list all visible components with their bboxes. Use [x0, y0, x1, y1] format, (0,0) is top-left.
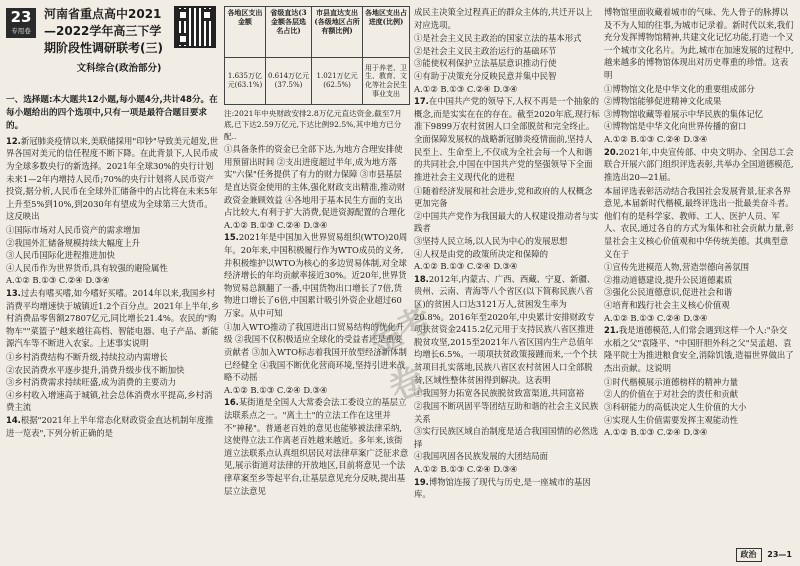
q12-option: ①国际市场对人民币资产的需求增加 — [6, 224, 140, 235]
q15-number: 15. — [224, 232, 239, 243]
q19-answers: A.①② B.①③ C.②④ D.③④ — [604, 134, 708, 145]
question-21 — [604, 324, 794, 374]
q17-option: ②中国共产党作为我国最大的人权建设推动者与实践者 — [414, 210, 599, 234]
q16-stem: 某街道是全国人大常委会法工委设立的基层立法联系点之一。"离土土"的立法工作在这里并不"神秘"。普通老百姓的意见也能够被法律采纳,这使得立法工作离老百姓越来越近。多年来,该街道立法联系点认真组织居民对法律草案广泛征求意见,展示街道对法律的开放地区,目前将意见一个法律草案至乡等起平台,让基层意见充分反映,提出基层立法意见 — [224, 397, 409, 496]
question-15 — [224, 231, 410, 319]
q19-tail: 博物馆里面收藏着城市的气味、先人骨子的脉搏以及不为人知的往事,为城市记录着。新时代以来,我们充分发挥博物馆精神,共建文化记忆功能,打造一个又一个城市文化名片。为此,城市在加速发展的过程中,越来越多的博物馆体现出对历史尊重的珍惜。这表明 — [604, 7, 794, 81]
table-note: 注:2021年中央财政安排2.8万亿元直达资金,截至7月底,已下达2.59万亿元,下达比例92.5%,其中地方已分配.. — [224, 109, 402, 141]
q21-option: ②人的价值在于对社会的责任和贡献 — [604, 389, 738, 400]
column-1 — [6, 6, 220, 558]
q16-option: ③能使权利保护立法基层意识推动行使 — [414, 58, 557, 69]
q20-stem: 2021年,中央宣传部、中央文明办、全国总工会联合开展六部门组织评选表彰,共举办全国道德模范,推选出20—21届。 — [604, 146, 794, 182]
q17-stem: 在中国共产党的领导下,人权不再是一个抽象的概念,而是实实在在的存在。截至2020年底,现行标准下9899万农村贫困人口全部脱贫和完全终止。全面保障发展权的战略新冠肺炎疫情面前,坚持人民至上、生命至上,不仅成为全社会每一个人和谐的共同社会,中国在中国共产党的坚强领导下全面推进社会主义现代化的进程 — [414, 96, 600, 182]
badge-sub: 专用卷 — [11, 27, 31, 35]
q20-body: 本届评选表彰活动结合我国社会发展背景,征求各界意见,本届新时代楷模,最终评选出一批最美奋斗者。他们有的是科学家、教师、工人、医护人员、军人、农民,通过各自的方式为集体和社会贡献力量,彰显社会主义核心价值观和中华传统美德。其典型意义在于 — [604, 185, 794, 259]
question-16 — [224, 396, 410, 497]
q18-answers: A.①② B.①③ C.②④ D.③④ — [414, 463, 518, 474]
table-header-row — [225, 7, 410, 58]
q13-option: ④乡村收入增速高于城镇,社会总体消费水平提高,乡村消费主流 — [6, 389, 213, 413]
q14-answers: A.①② B.①③ C.②④ D.③④ — [224, 219, 328, 230]
q12-option: ③人民币国际化进程推进加快 — [6, 250, 115, 261]
q14-stem: 根据"2021年上半年常态化财政资金直达机制年度推进一览表",下列分析正确的是 — [6, 415, 214, 438]
q18-number: 18. — [414, 273, 429, 284]
q18-option: ③实行民族区域自治制度是适合我国国情的必然选择 — [414, 426, 599, 449]
q18-stem: 2012年,内蒙古、广西、西藏、宁夏、新疆、贵州、云南、青海等八个省区(以下简称民族八省区)的贫困人口达3121万人,贫困发生率为20.8%。2016年至2020年,中央累计安排财政专项扶贫资金2415.2亿元用于支持民族八省区推进脱贫攻坚,2015至2021年八省区国内生产总值年均增长6.5%。一项项扶贫政策接踵而来,一个个扶贫项目扎实落地,民族八省区农村贫困人口全部脱贫,区域性整体贫困得到解决。这表明 — [414, 273, 598, 385]
badge-number: 23 — [10, 8, 32, 26]
table-header-cell: 市县直达支出(各级地区占所有额比例) — [312, 7, 363, 58]
q17-option: ③坚持人民立场,以人民为中心的发展思想 — [414, 235, 568, 246]
q20-option: ②推动道德建设,提升公民道德素质 — [604, 274, 733, 285]
q17-number: 17. — [414, 96, 429, 107]
q17-answers: A.①② B.①③ C.②④ D.③④ — [414, 261, 518, 272]
table-header-cell: 各地区支出金额 — [225, 7, 266, 58]
q21-option: ③科研能力的高低决定人生价值的大小 — [604, 401, 747, 412]
watermark-stamp: 金考卷 — [361, 300, 437, 410]
q19-option: ③博物馆收藏等着展示中华民族的集体记忆 — [604, 108, 764, 119]
q19-option: ②博物馆能够促进精神文化成果 — [604, 96, 722, 107]
q12-number: 12. — [6, 135, 21, 146]
paper-number-badge — [6, 8, 36, 38]
q20-answers: A.①② B.①③ C.②④ D.③④ — [604, 312, 708, 323]
q13-number: 13. — [6, 287, 21, 298]
qr-code-icon — [174, 6, 216, 48]
q13-option: ①乡村消费结构不断升级,持续拉动内需增长 — [6, 352, 168, 363]
q14-options: ①具备条件的资金已全部下达,为地方合理安排使用预留出时间 ②支出进度超过半年,成为地方落实"六保"任务提供了有力的财力保障 ③市县基层是直达资金使用的主体,强化财政支出精准,推动财政资金兼顾效益 ④各地用于基本民生方面的支出占比较大,有利于扩大消费,促进资源配置的合理化 — [224, 144, 406, 218]
q21-option: ①时代楷模展示道德榜样的精神力量 — [604, 376, 738, 387]
question-12 — [6, 135, 220, 223]
q12-option: ②我国外汇储备规模持续大幅度上升 — [6, 237, 140, 248]
question-18 — [414, 273, 600, 386]
column-4 — [604, 6, 794, 558]
q18-option: ①我国努力拓宽各民族脱贫致富渠道,共同富裕 — [414, 388, 585, 399]
q19-option: ④博物馆是中华文化向世界传播的窗口 — [604, 121, 747, 132]
q18-option: ②我国不断巩固平等团结互助和谐的社会主义民族关系 — [414, 400, 599, 424]
footer-page-number: 23—1 — [767, 550, 792, 559]
q12-stem: 新冠肺炎疫情以来,美联储採用"印钞"导致美元超发,世界各国对美元的信任程度不断下降。在此背景下,人民币成为全球多数央行的新选择。2021年全球30%的央行计划未来1—2年内增持人民币;70%的央行计划将人民币资产投资,据分析,人民币在全球外汇储备中的占比将在未来5年上升至5%到10%,到2030年有望成为全球第三大货币。这反映出 — [6, 135, 219, 222]
section-heading: 一、选择题:本大题共12小题,每小题4分,共计48分。在每小题给出的四个选项中,只有一项是最符合题目要求的。 — [6, 95, 218, 131]
q12-answers: A.①② B.①③ C.②④ D.③④ — [6, 275, 110, 286]
column-3 — [414, 6, 600, 558]
page-footer — [736, 548, 793, 562]
q16-option: ④有助于决策充分反映民意并集中民智 — [414, 71, 557, 82]
table-row — [225, 58, 410, 105]
q21-answers: A.①② B.①③ C.②④ D.③④ — [604, 427, 708, 438]
q15-answers: A.①② B.①③ C.②④ D.③④ — [224, 384, 328, 395]
table-cell: 用于养老、卫生、教育、文化等社会民生事业支出 — [363, 58, 410, 105]
footer-subject: 政治 — [736, 548, 762, 562]
q19-stem: 博物馆连接了现代与历史,是一座城市的基因库。 — [414, 476, 591, 500]
q16-tail: 成民主决策全过程真正的群众主体的,共迁开以上对应选项。 — [414, 7, 593, 30]
q16-answers: A.①② B.①③ C.②④ D.③④ — [414, 83, 518, 94]
column-2 — [224, 6, 410, 558]
q18-option: ④我国巩固各民族发展的大团结局面 — [414, 451, 548, 462]
q16-number: 16. — [224, 397, 239, 408]
q19-number: 19. — [414, 476, 429, 487]
q13-stem: 过去有嗜买嗜,如今嗜好买嗜。2014年以来,我国乡村消费平均增速快于城镇近1.2个百分点。2021年上半年,乡村消费品零售额27807亿元,同比增长21.4%。农民的"购物车""菜篮子"越来越往高档、智能电器、电子产品、新能源汽车等不断进入农家。上述事实说明 — [6, 287, 220, 349]
table-cell: 1.021万亿元(62.5%) — [312, 58, 363, 105]
question-13 — [6, 287, 220, 350]
q19-option: ①博物馆文化是中华文化的重要组成部分 — [604, 83, 755, 94]
table-header-cell: 各地区支出占进度(比例) — [363, 7, 410, 58]
subject-title: 文科综合(政治部分) — [76, 63, 162, 74]
question-14 — [6, 414, 220, 439]
q16-option: ②是社会主义民主政治运行的基础环节 — [414, 45, 557, 56]
question-20 — [604, 146, 794, 184]
q13-option: ②农民消费水平逐步提升,消费升级步伐不断加快 — [6, 364, 185, 375]
table-cell: 1.635万亿元(63.1%) — [225, 58, 266, 105]
q12-option: ④人民币作为世界货币,具有较强的避险属性 — [6, 262, 168, 273]
q20-option: ③强化公民道德意识,促进社会和谐 — [604, 287, 733, 298]
table-cell: 0.614万亿元(37.5%) — [265, 58, 311, 105]
q13-option: ③乡村消费需求持续旺盛,成为消费的主要动力 — [6, 377, 177, 388]
q20-option: ①宣传先进模范人物,营造崇德向善氛围 — [604, 262, 750, 273]
q16-option: ①是社会主义民主政治的国家立法的基本形式 — [414, 33, 582, 44]
q17-option: ①随着经济发展和社会进步,党和政府的人权概念更加完备 — [414, 185, 593, 209]
question-17 — [414, 95, 600, 183]
q15-options: ①加入WTO推动了我国进出口贸易结构的优化升级 ②我国不仅积极适应全球化的受益者还是重要贡献者 ③加入WTO标志着我国开放型经济新体制已经健全 ④我国不断优化营商环境,坚持引进来战略不动摇 — [224, 321, 407, 383]
question-19 — [414, 476, 600, 501]
table-header-cell: 省级直达(3金额各层选名占比) — [265, 7, 311, 58]
q21-option: ④实现人生价值需要发挥主观能动性 — [604, 414, 738, 425]
q15-stem: 2021年是中国加入世界贸易组织(WTO)20周年。20年来,中国积极履行作为WTO成员的义务,并积极维护以WTO为核心的多边贸易体制,对全球经济增长的年均贡献率接近30%。近20年,世界货物贸易总额翻了一番,中国货物出口增长了7倍,货物进口增长了6倍,中国累计吸引外资企业超过60万家。从中可知 — [224, 232, 408, 319]
exam-title: 河南省重点高中2021—2022学年高三下学期阶段性调研联考(三) — [44, 7, 163, 55]
q20-number: 20. — [604, 146, 619, 157]
q17-option: ④人权是由党的政策所决定和保障的 — [414, 248, 548, 259]
q14-number: 14. — [6, 415, 21, 426]
q20-option: ④培育和践行社会主义核心价值观 — [604, 300, 730, 311]
exam-header — [6, 6, 220, 94]
fiscal-table — [224, 6, 410, 105]
q21-number: 21. — [604, 325, 619, 336]
q21-stem: 我是道德模范,人们常会遇到这样一个人:"杂交水稻之父"袁隆平、"中国肝胆外科之父"吴孟超、袁隆平院士为推进粮食安全,消除饥饿,造福世界做出了杰出贡献。这说明 — [604, 325, 794, 374]
